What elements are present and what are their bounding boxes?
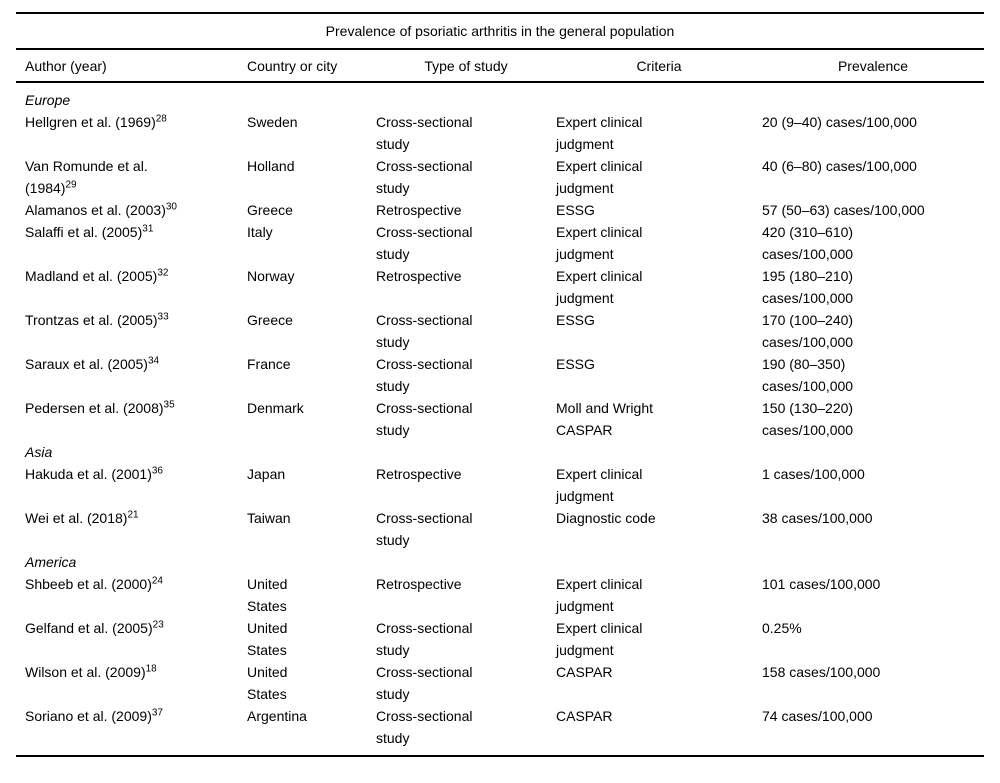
cell-author: [16, 111, 247, 155]
cell-line: Holland: [247, 158, 295, 174]
cell-line: study: [376, 642, 410, 658]
cell-line: Greece: [247, 202, 293, 218]
cell-type: [376, 155, 556, 199]
table-header-row: [16, 50, 984, 81]
table-row: [16, 309, 984, 353]
cell-country: [247, 507, 376, 551]
cell-line: States: [247, 686, 287, 702]
cell-type: [376, 573, 556, 617]
cell-criteria: [556, 573, 762, 617]
table-bottom-rule: [16, 755, 984, 757]
cell-line: study: [376, 136, 410, 152]
cell-line: cases/100,000: [762, 422, 854, 438]
cell-line: 74 cases/100,000: [762, 708, 873, 724]
cell-criteria: [556, 397, 762, 441]
cell-country: [247, 221, 376, 265]
cell-author: [16, 463, 247, 507]
cell-line: judgment: [556, 290, 614, 306]
cell-line: cases/100,000: [762, 334, 854, 350]
cell-author: [16, 617, 247, 661]
cell-line: 420 (310–610): [762, 224, 854, 240]
cell-line: States: [247, 598, 287, 614]
cell-line: United: [247, 664, 288, 680]
cell-prevalence: [762, 221, 984, 265]
cell-type: [376, 617, 556, 661]
cell-line: Italy: [247, 224, 273, 240]
table-row: [16, 507, 984, 551]
reference-superscript: 18: [145, 663, 157, 675]
cell-line: Argentina: [247, 708, 307, 724]
cell-line: 150 (130–220): [762, 400, 854, 416]
cell-type: [376, 353, 556, 397]
cell-country: [247, 463, 376, 507]
cell-line: Cross-sectional: [376, 356, 473, 372]
table-row: [16, 573, 984, 617]
cell-line: Cross-sectional: [376, 510, 473, 526]
cell-line: Soriano et al. $(2009)^{37}$: [25, 707, 163, 724]
table-row: [16, 199, 984, 221]
cell-prevalence: [762, 661, 984, 705]
column-header-prevalence: Prevalence: [837, 58, 909, 74]
cell-country: [247, 309, 376, 353]
cell-line: Cross-sectional: [376, 400, 473, 416]
cell-type: [376, 309, 556, 353]
cell-line: Expert clinical: [556, 576, 643, 592]
cell-line: judgment: [556, 246, 614, 262]
cell-line: 57 (50–63) cases/100,000: [762, 202, 925, 218]
cell-prevalence: [762, 463, 984, 507]
cell-line: Sweden: [247, 114, 298, 130]
cell-prevalence: [762, 617, 984, 661]
table-body: [16, 83, 984, 755]
cell-country: [247, 199, 376, 221]
column-header-author: Author (year): [25, 58, 107, 74]
cell-type: [376, 463, 556, 507]
cell-criteria: [556, 661, 762, 705]
table-row: [16, 353, 984, 397]
cell-line: study: [376, 730, 410, 746]
reference-superscript: 33: [157, 311, 169, 323]
cell-line: Expert clinical: [556, 466, 643, 482]
cell-country: [247, 265, 376, 309]
cell-author: [16, 397, 247, 441]
cell-line: Madland et al. $(2005)^{32}$: [25, 267, 169, 284]
cell-line: judgment: [556, 488, 614, 504]
prevalence-table: [16, 12, 984, 757]
cell-type: [376, 397, 556, 441]
region-header: Europe: [25, 92, 71, 108]
cell-type: [376, 221, 556, 265]
cell-line: Alamanos et al. $(2003)^{30}$: [25, 201, 177, 218]
cell-author: [16, 221, 247, 265]
cell-country: [247, 573, 376, 617]
cell-line: 1 cases/100,000: [762, 466, 865, 482]
cell-line: Trontzas et al. $(2005)^{33}$: [25, 311, 169, 328]
reference-superscript: 29: [65, 179, 77, 191]
cell-line: Hellgren et al. $(1969)^{28}$: [25, 113, 167, 130]
cell-line: Cross-sectional: [376, 664, 473, 680]
cell-criteria: [556, 507, 762, 551]
cell-author: [16, 199, 247, 221]
cell-line: Norway: [247, 268, 295, 284]
reference-superscript: 30: [165, 201, 177, 213]
cell-criteria: [556, 221, 762, 265]
cell-line: United: [247, 576, 288, 592]
reference-superscript: 31: [142, 223, 154, 235]
cell-criteria: [556, 111, 762, 155]
cell-line: Hakuda et al. $(2001)^{36}$: [25, 465, 163, 482]
cell-line: judgment: [556, 598, 614, 614]
cell-author: [16, 265, 247, 309]
table-row: [16, 661, 984, 705]
cell-line: Cross-sectional: [376, 158, 473, 174]
cell-country: [247, 397, 376, 441]
cell-prevalence: [762, 309, 984, 353]
cell-line: Expert clinical: [556, 224, 643, 240]
table-row: [16, 705, 984, 749]
cell-line: Taiwan: [247, 510, 291, 526]
cell-prevalence: [762, 199, 984, 221]
cell-country: [247, 617, 376, 661]
cell-line: Saraux et al. $(2005)^{34}$: [25, 355, 160, 372]
cell-line: States: [247, 642, 287, 658]
cell-country: [247, 111, 376, 155]
cell-type: [376, 265, 556, 309]
cell-author: [16, 353, 247, 397]
cell-prevalence: [762, 507, 984, 551]
cell-line: 38 cases/100,000: [762, 510, 873, 526]
cell-line: Cross-sectional: [376, 224, 473, 240]
cell-line: Salaffi et al. $(2005)^{31}$: [25, 223, 154, 240]
cell-line: Expert clinical: [556, 268, 643, 284]
cell-line: Japan: [247, 466, 286, 482]
cell-line: Diagnostic code: [556, 510, 656, 526]
cell-type: [376, 661, 556, 705]
cell-line: 190 (80–350): [762, 356, 846, 372]
cell-line: judgment: [556, 642, 614, 658]
cell-criteria: [556, 353, 762, 397]
table-row: [16, 463, 984, 507]
cell-line: Denmark: [247, 400, 304, 416]
cell-line: study: [376, 378, 410, 394]
cell-criteria: [556, 199, 762, 221]
cell-type: [376, 705, 556, 749]
cell-criteria: [556, 155, 762, 199]
cell-author: [16, 155, 247, 199]
cell-author: [16, 661, 247, 705]
cell-prevalence: [762, 705, 984, 749]
table-row: [16, 111, 984, 155]
cell-line: study: [376, 532, 410, 548]
cell-line: study: [376, 334, 410, 350]
cell-criteria: [556, 617, 762, 661]
cell-line: 195 (180–210): [762, 268, 854, 284]
cell-line: 170 (100–240): [762, 312, 854, 328]
cell-line: cases/100,000: [762, 290, 854, 306]
reference-superscript: 36: [151, 465, 163, 477]
cell-line: United: [247, 620, 288, 636]
reference-superscript: 21: [127, 509, 139, 521]
cell-line: Retrospective: [376, 576, 462, 592]
cell-line: study: [376, 246, 410, 262]
cell-prevalence: [762, 265, 984, 309]
cell-type: [376, 111, 556, 155]
cell-country: [247, 155, 376, 199]
cell-line: 158 cases/100,000: [762, 664, 881, 680]
column-header-criteria: Criteria: [636, 58, 682, 74]
cell-line: $(1984)^{29}$: [25, 179, 77, 196]
cell-type: [376, 199, 556, 221]
cell-line: Retrospective: [376, 268, 462, 284]
table-row: [16, 265, 984, 309]
cell-prevalence: [762, 397, 984, 441]
region-header: America: [25, 554, 77, 570]
cell-criteria: [556, 265, 762, 309]
cell-line: CASPAR: [556, 708, 613, 724]
table-title: Prevalence of psoriatic arthritis in the general population: [325, 23, 675, 39]
cell-line: Pedersen et al. $(2008)^{35}$: [25, 399, 175, 416]
table-row: [16, 155, 984, 199]
reference-superscript: 37: [151, 707, 163, 719]
reference-superscript: 28: [155, 113, 167, 125]
cell-line: CASPAR: [556, 422, 613, 438]
cell-line: Wilson et al. $(2009)^{18}$: [25, 663, 157, 680]
cell-line: Expert clinical: [556, 158, 643, 174]
cell-line: Expert clinical: [556, 114, 643, 130]
cell-line: cases/100,000: [762, 246, 854, 262]
cell-line: Moll and Wright: [556, 400, 654, 416]
reference-superscript: 34: [147, 355, 160, 367]
cell-line: Cross-sectional: [376, 312, 473, 328]
cell-prevalence: [762, 111, 984, 155]
cell-line: judgment: [556, 180, 614, 196]
cell-line: Shbeeb et al. $(2000)^{24}$: [25, 575, 163, 592]
cell-line: Retrospective: [376, 202, 462, 218]
cell-line: ESSG: [556, 312, 595, 328]
cell-criteria: [556, 705, 762, 749]
cell-line: 0.25%: [762, 620, 802, 636]
cell-line: cases/100,000: [762, 378, 854, 394]
cell-prevalence: [762, 573, 984, 617]
cell-country: [247, 353, 376, 397]
cell-author: [16, 705, 247, 749]
reference-superscript: 32: [157, 267, 169, 279]
reference-superscript: 23: [152, 619, 164, 631]
cell-author: [16, 573, 247, 617]
column-header-type: Type of study: [424, 58, 508, 74]
cell-line: Cross-sectional: [376, 708, 473, 724]
cell-line: study: [376, 422, 410, 438]
cell-country: [247, 705, 376, 749]
cell-type: [376, 507, 556, 551]
cell-line: 40 (6–80) cases/100,000: [762, 158, 917, 174]
cell-prevalence: [762, 353, 984, 397]
reference-superscript: 24: [151, 575, 163, 587]
cell-line: 101 cases/100,000: [762, 576, 881, 592]
column-header-country: Country or city: [247, 58, 338, 74]
cell-line: ESSG: [556, 356, 595, 372]
region-header: Asia: [25, 444, 53, 460]
cell-criteria: [556, 463, 762, 507]
table-row: [16, 221, 984, 265]
cell-line: Van Romunde et al.: [25, 158, 148, 174]
cell-line: CASPAR: [556, 664, 613, 680]
cell-author: [16, 507, 247, 551]
cell-line: study: [376, 180, 410, 196]
cell-prevalence: [762, 155, 984, 199]
cell-line: Cross-sectional: [376, 114, 473, 130]
cell-line: Wei et al. $(2018)^{21}$: [25, 509, 139, 526]
cell-line: Cross-sectional: [376, 620, 473, 636]
cell-line: France: [247, 356, 291, 372]
cell-line: Greece: [247, 312, 293, 328]
table-row: [16, 617, 984, 661]
cell-line: judgment: [556, 136, 614, 152]
cell-line: Gelfand et al. $(2005)^{23}$: [25, 619, 164, 636]
cell-line: Expert clinical: [556, 620, 643, 636]
cell-criteria: [556, 309, 762, 353]
table-row: [16, 397, 984, 441]
cell-author: [16, 309, 247, 353]
cell-line: 20 (9–40) cases/100,000: [762, 114, 917, 130]
cell-line: study: [376, 686, 410, 702]
cell-country: [247, 661, 376, 705]
cell-line: ESSG: [556, 202, 595, 218]
reference-superscript: 35: [163, 399, 175, 411]
cell-line: Retrospective: [376, 466, 462, 482]
